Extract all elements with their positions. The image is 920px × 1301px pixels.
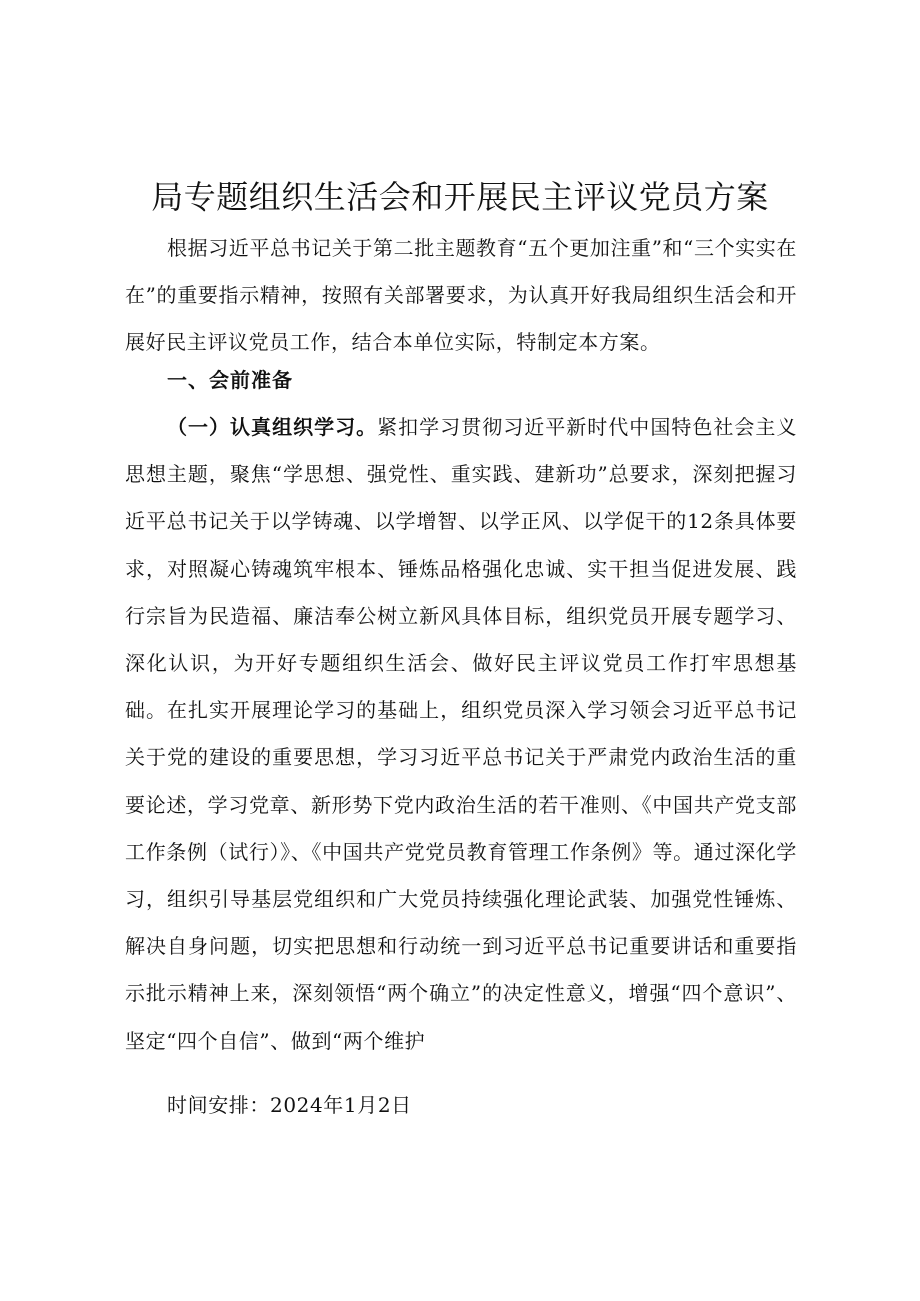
document-title: 局专题组织生活会和开展民主评议党员方案 — [151, 178, 769, 216]
intro-paragraph: 根据习近平总书记关于第二批主题教育“五个更加注重”和“三个实实在在”的重要指示精神，按照有关部署要求，为认真开好我局组织生活会和开展好民主评议党员工作，结合本单位实际，特制定本方案。 — [125, 236, 797, 355]
section-heading-preparation: 一、会前准备 — [167, 368, 293, 392]
time-arrangement: 时间安排：2024年1月2日 — [167, 1093, 412, 1117]
study-paragraph-lead: （一）认真组织学习。 — [167, 415, 378, 439]
study-paragraph-body: 紧扣学习贯彻习近平新时代中国特色社会主义思想主题，聚焦“学思想、强党性、重实践、建新功”总要求，深刻把握习近平总书记关于以学铸魂、以学增智、以学正风、以学促干的12条具体要求，对照凝心铸魂筑牢根本、锤炼品格强化忠诚、实干担当促进发展、践行宗旨为民造福、廉洁奉公树立新风具体目标，组织党员开展专题学习、深化认识，为开好专题组织生活会、做好民主评议党员工作打牢思想基础。在扎实开展理论学习的基础上，组织党员深入学习领会习近平总书记关于党的建设的重要思想，学习习近平总书记关于严肃党内政治生活的重要论述，学习党章、新形势下党内政治生活的若干准则、《中国共产党支部工作条例（试行）》、《中国共产党党员教育管理工作条例》等。通过深化学习，组织引导基层党组织和广大党员持续强化理论武装、加强党性锤炼、解决自身问题，切实把思想和行动统一到习近平总书记重要讲话和重要指示批示精神上来，深刻领悟“两个确立”的决定性意义，增强“四个意识”、坚定“四个自信”、做到“两个维护 — [125, 415, 798, 1053]
study-paragraph — [125, 404, 797, 1065]
